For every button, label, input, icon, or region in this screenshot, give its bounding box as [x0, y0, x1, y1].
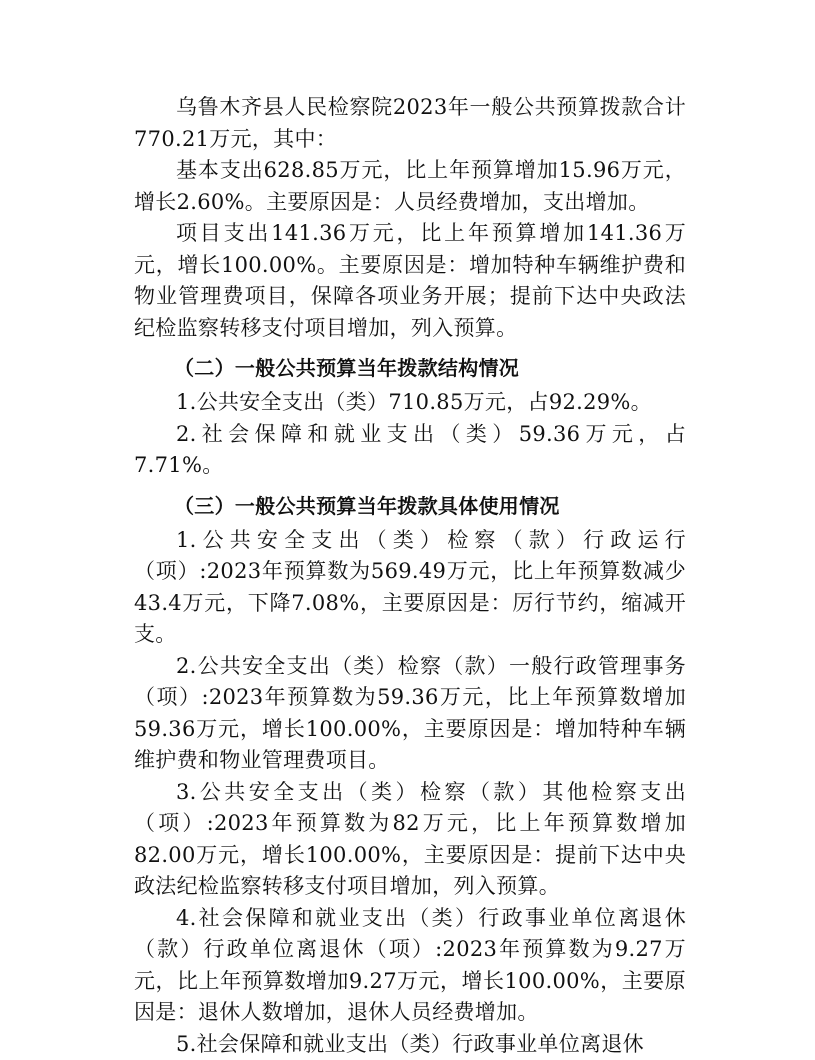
- paragraph-social-security: 2.社会保障和就业支出（类）59.36万元，占7.71%。: [134, 419, 686, 482]
- paragraph-total-budget: 乌鲁木齐县人民检察院2023年一般公共预算拨款合计770.21万元，其中：: [134, 92, 686, 155]
- paragraph-basic-expenditure: 基本支出628.85万元，比上年预算增加15.96万元，增长2.60%。主要原因是：人员经费增加，支出增加。: [134, 155, 686, 218]
- paragraph-usage-item-1: 1.公共安全支出（类）检察（款）行政运行（项）:2023年预算数为569.49万元，比上年预算数减少43.4万元，下降7.08%，主要原因是：厉行节约，缩减开支。: [134, 525, 686, 651]
- paragraph-public-security: 1.公共安全支出（类）710.85万元，占92.29%。: [134, 387, 686, 419]
- paragraph-project-expenditure: 项目支出141.36万元，比上年预算增加141.36万元，增长100.00%。主要原因是：增加特种车辆维护费和物业管理费项目，保障各项业务开展；提前下达中央政法纪检监察转移支付项目增加，列入预算。: [134, 218, 686, 344]
- section-heading-structure: （二）一般公共预算当年拨款结构情况: [134, 352, 686, 385]
- paragraph-usage-item-4: 4.社会保障和就业支出（类）行政事业单位离退休（款）行政单位离退休（项）:2023年预算数为9.27万元，比上年预算数增加9.27万元，增长100.00%，主要原因是：退休人数增加，退休人员经费增加。: [134, 903, 686, 1029]
- paragraph-usage-item-3: 3.公共安全支出（类）检察（款）其他检察支出（项）:2023年预算数为82万元，比上年预算数增加82.00万元，增长100.00%，主要原因是：提前下达中央政法纪检监察转移支付项目增加，列入预算。: [134, 777, 686, 903]
- section-heading-usage: （三）一般公共预算当年拨款具体使用情况: [134, 490, 686, 523]
- paragraph-usage-item-2: 2.公共安全支出（类）检察（款）一般行政管理事务（项）:2023年预算数为59.36万元，比上年预算数增加59.36万元，增长100.00%，主要原因是：增加特种车辆维护费和物业管理费项目。: [134, 651, 686, 777]
- paragraph-usage-item-5: 5.社会保障和就业支出（类）行政事业单位离退休: [134, 1029, 686, 1060]
- document-page: [134, 92, 686, 1060]
